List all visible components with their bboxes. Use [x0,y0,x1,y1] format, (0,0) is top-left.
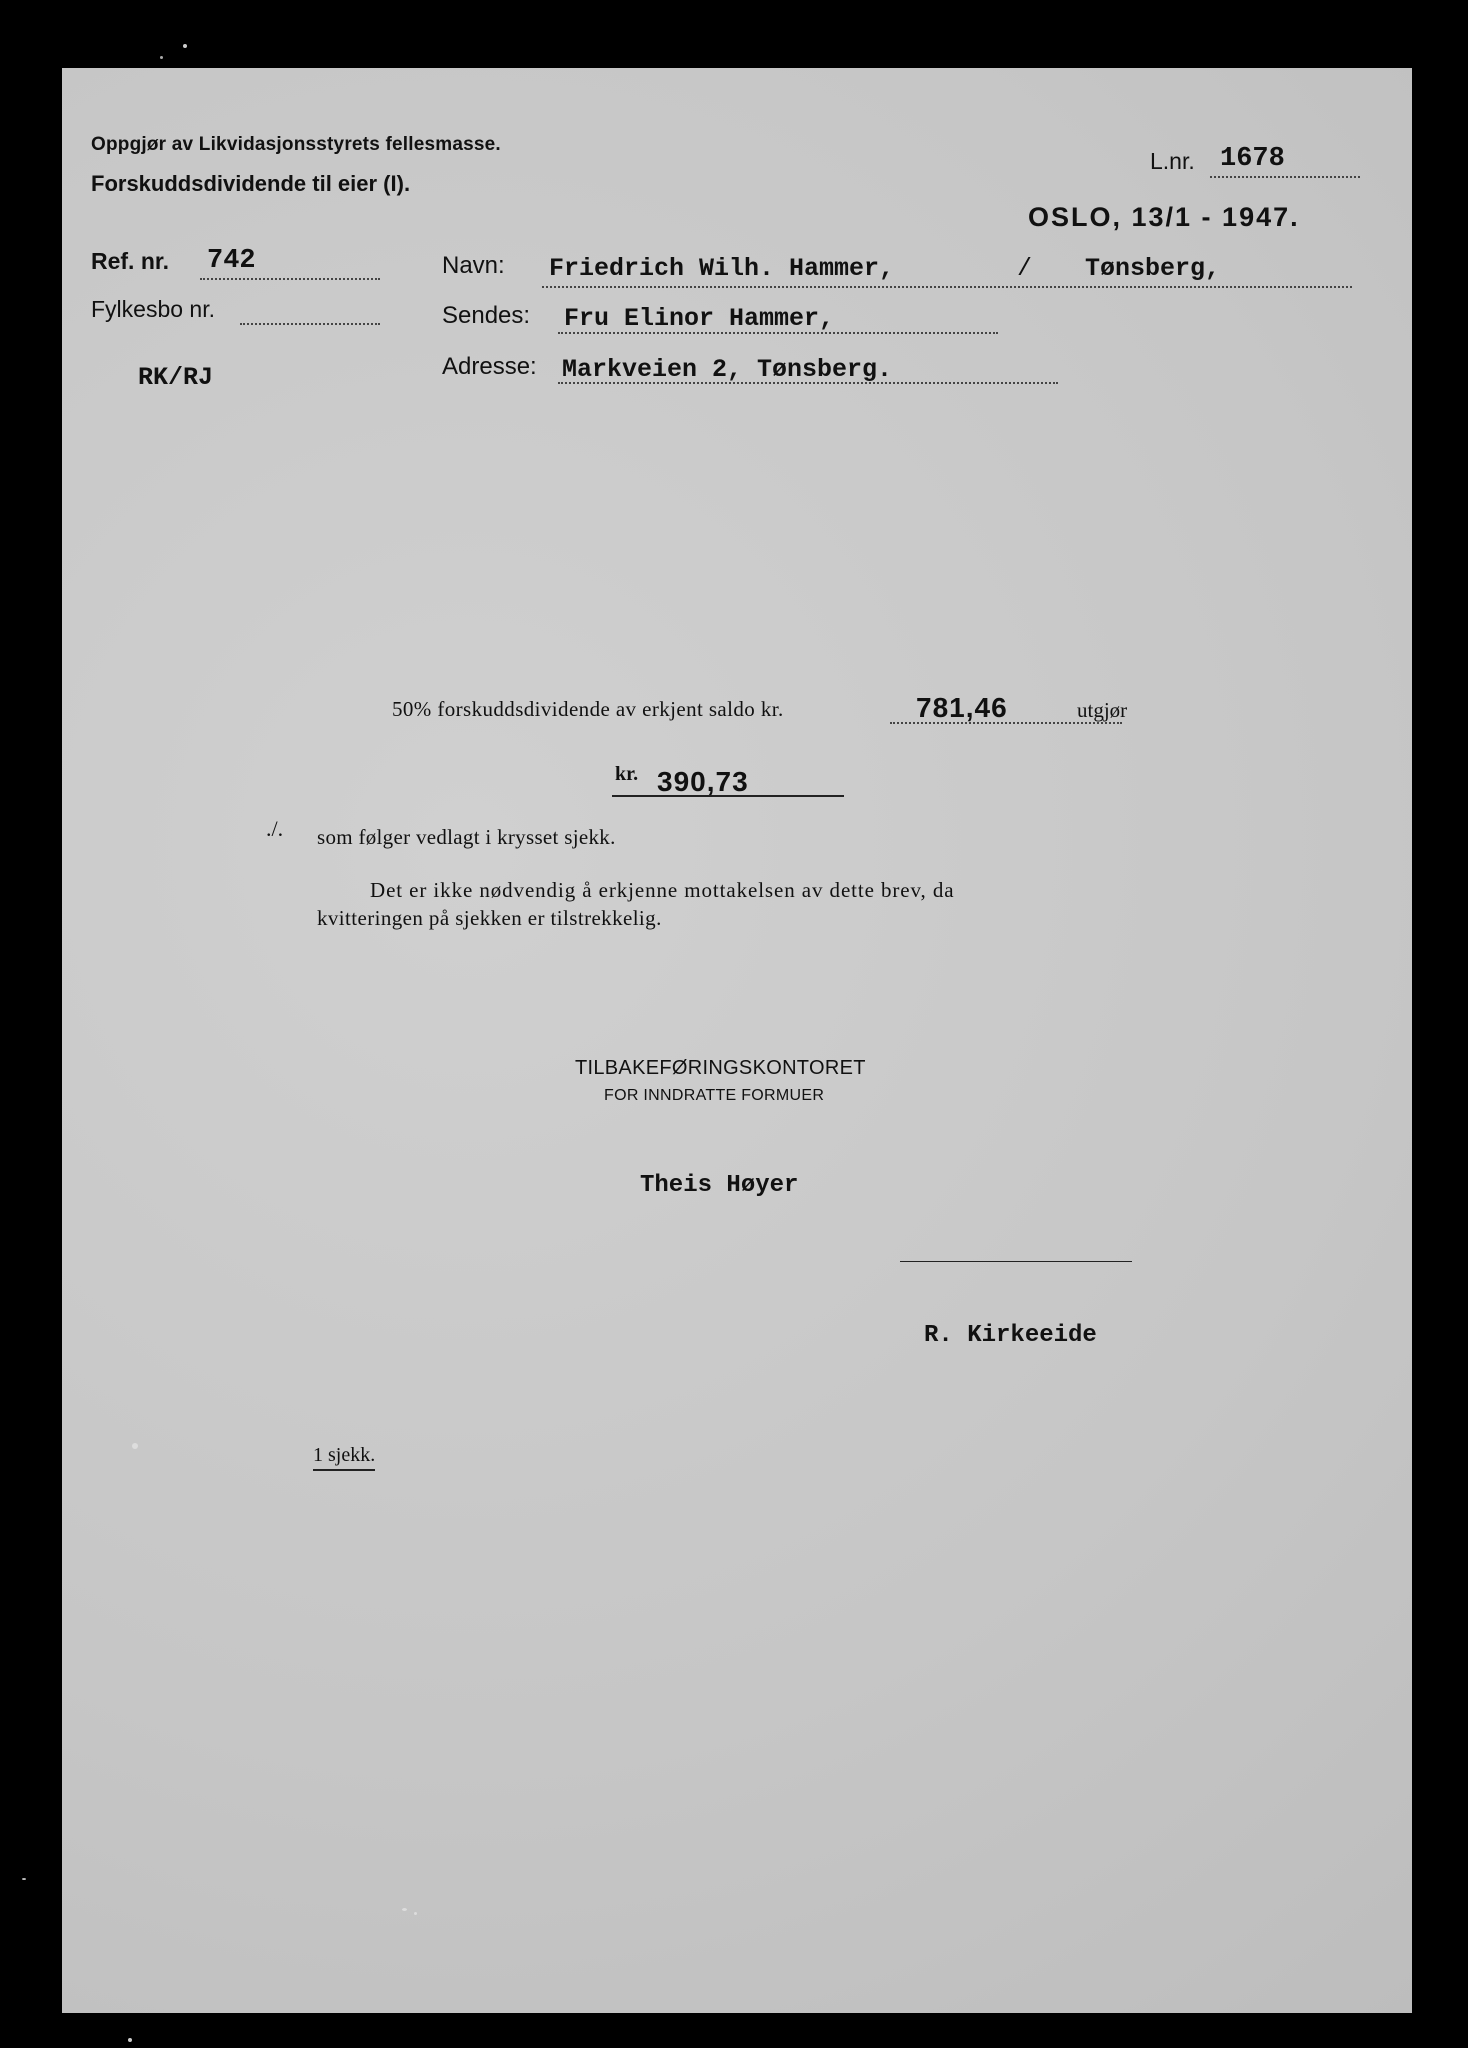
initials: RK/RJ [138,363,214,392]
sendes-label: Sendes: [442,302,531,329]
office-name-line-1: TILBAKEFØRINGSKONTORET [575,1057,866,1079]
header-line-1: Oppgjør av Likvidasjonsstyrets fellesmasse. [91,134,501,155]
dividend-text: 50% forskuddsdividende av erkjent saldo kr. [392,697,784,721]
navn-value: Friedrich Wilh. Hammer, [549,254,895,283]
dust-speck [402,1908,407,1911]
dust-speck [160,56,163,59]
signer-1: Theis Høyer [640,1172,799,1199]
check-text: som følger vedlagt i krysset sjekk. [317,825,616,849]
amount-underline [612,795,844,797]
adresse-value: Markveien 2, Tønsberg. [562,355,893,384]
signature-line [900,1261,1132,1262]
dust-speck [128,2038,132,2042]
header-line-2: Forskuddsdividende til eier (I). [91,171,411,196]
lnr-value: 1678 [1220,144,1285,174]
signer-2: R. Kirkeeide [924,1322,1097,1349]
lnr-line [1210,176,1360,178]
sendes-line [558,332,998,334]
navn-label: Navn: [442,252,505,279]
ref-value: 742 [207,246,256,276]
navn-line [542,286,1352,288]
attachment-note: 1 sjekk. [313,1444,375,1471]
navn-slash: / [1017,254,1033,283]
amount-label: kr. [615,763,639,785]
note-line-2: kvitteringen på sjekken er tilstrekkelig. [317,906,662,930]
adresse-label: Adresse: [442,353,537,380]
saldo-value: 781,46 [916,692,1008,723]
ref-label: Ref. nr. [91,248,169,274]
document-page [62,68,1412,2013]
letter-date: OSLO, 13/1 - 1947. [1028,202,1300,232]
dust-speck [183,44,187,48]
enclosure-mark: ./. [266,816,284,841]
amount-value: 390,73 [657,766,749,797]
dust-speck [132,1443,138,1449]
dust-speck [22,1878,26,1880]
lnr-label: L.nr. [1150,148,1195,174]
fylkesbo-line [240,323,380,325]
note-line-1: Det er ikke nødvendig å erkjenne mottakelsen av dette brev, da [370,878,955,902]
fylkesbo-label: Fylkesbo nr. [91,296,215,322]
adresse-line [558,382,1058,384]
office-name-line-2: FOR INNDRATTE FORMUER [604,1087,825,1104]
navn-place: Tønsberg, [1085,254,1221,283]
sendes-value: Fru Elinor Hammer, [564,304,835,333]
dust-speck [414,1912,417,1915]
ref-line [200,278,380,280]
utgjor-text: utgjør [1077,698,1128,722]
